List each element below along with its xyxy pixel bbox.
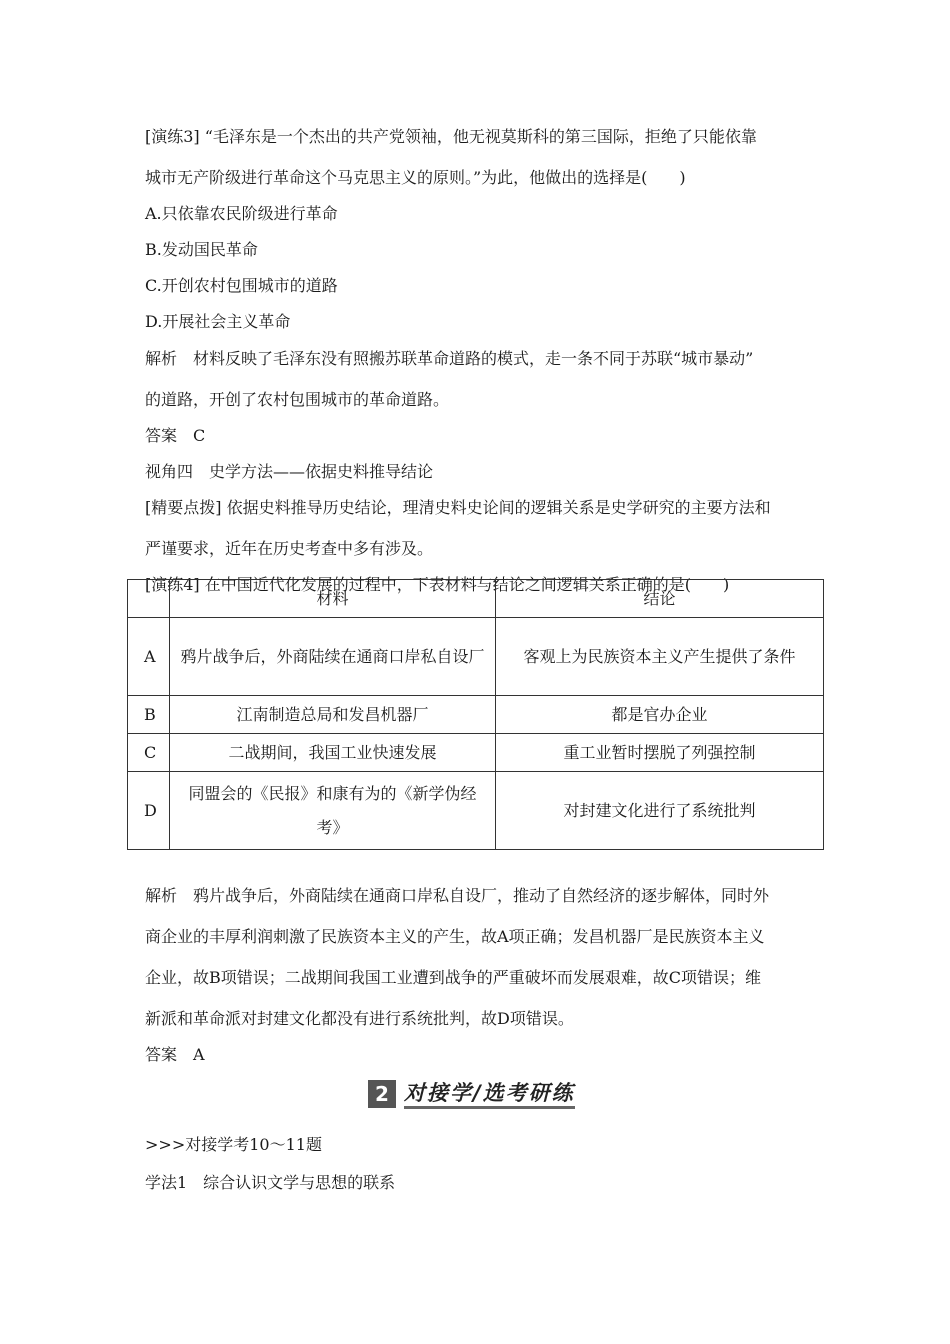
practice4-analysis-line1: 解析 鸦片战争后，外商陆续在通商口岸私自设厂，推动了自然经济的逐步解体，同时外 bbox=[145, 886, 770, 905]
row-material: 鸦片战争后，外商陆续在通商口岸私自设厂 bbox=[170, 618, 496, 696]
row-material: 同盟会的《民报》和康有为的《新学伪经考》 bbox=[170, 772, 496, 850]
table-row bbox=[128, 772, 824, 850]
row-key: D bbox=[128, 772, 170, 850]
table-row bbox=[128, 618, 824, 696]
practice3-option-c: C.开创农村包围城市的道路 bbox=[145, 276, 338, 295]
table-row bbox=[128, 734, 824, 772]
perspective4-tip-line1: [精要点拨] 依据史料推导历史结论，理清史料史论间的逻辑关系是史学研究的主要方法和 bbox=[145, 498, 771, 517]
perspective4-heading: 视角四 史学方法——依据史料推导结论 bbox=[145, 462, 434, 481]
practice3-question-line2: 城市无产阶级进行革命这个马克思主义的原则。”为此，他做出的选择是( ) bbox=[145, 168, 686, 187]
row-conclusion: 重工业暂时摆脱了列强控制 bbox=[496, 734, 824, 772]
row-material: 二战期间，我国工业快速发展 bbox=[170, 734, 496, 772]
section-number: 2 bbox=[368, 1080, 396, 1108]
row-conclusion: 都是官办企业 bbox=[496, 696, 824, 734]
row-conclusion: 客观上为民族资本主义产生提供了条件 bbox=[496, 618, 824, 696]
practice4-question: [演练4] 在中国近代化发展的过程中，下表材料与结论之间逻辑关系正确的是( ) bbox=[145, 575, 730, 594]
practice3-option-b: B.发动国民革命 bbox=[145, 240, 258, 259]
practice4-analysis-line3: 企业，故B项错误；二战期间我国工业遭到战争的严重破坏而发展艰难，故C项错误；维 bbox=[145, 968, 762, 987]
row-key: A bbox=[128, 618, 170, 696]
practice4-table bbox=[127, 579, 824, 850]
footer-line2: 学法1 综合认识文学与思想的联系 bbox=[145, 1173, 396, 1192]
table-row bbox=[128, 696, 824, 734]
table-header-material: 材料 bbox=[170, 580, 496, 618]
practice3-analysis-line2: 的道路，开创了农村包围城市的革命道路。 bbox=[145, 390, 450, 409]
row-key: B bbox=[128, 696, 170, 734]
practice3-question-line1: [演练3] “毛泽东是一个杰出的共产党领袖，他无视莫斯科的第三国际，拒绝了只能依靠 bbox=[145, 127, 757, 146]
practice3-analysis-line1: 解析 材料反映了毛泽东没有照搬苏联革命道路的模式，走一条不同于苏联“城市暴动” bbox=[145, 349, 754, 368]
table-header-key bbox=[128, 580, 170, 618]
row-key: C bbox=[128, 734, 170, 772]
practice4-analysis-line4: 新派和革命派对封建文化都没有进行系统批判，故D项错误。 bbox=[145, 1009, 574, 1028]
perspective4-tip-line2: 严谨要求，近年在历史考查中多有涉及。 bbox=[145, 539, 434, 558]
table-header-row bbox=[128, 580, 824, 618]
practice3-option-d: D.开展社会主义革命 bbox=[145, 312, 291, 331]
practice4-analysis-line2: 商企业的丰厚利润刺激了民族资本主义的产生，故A项正确；发昌机器厂是民族资本主义 bbox=[145, 927, 765, 946]
row-conclusion: 对封建文化进行了系统批判 bbox=[496, 772, 824, 850]
row-material: 江南制造总局和发昌机器厂 bbox=[170, 696, 496, 734]
practice3-option-a: A.只依靠农民阶级进行革命 bbox=[145, 204, 338, 223]
table-header-conclusion: 结论 bbox=[496, 580, 824, 618]
section-banner bbox=[368, 1080, 582, 1108]
section-title: 对接学/选考研练 bbox=[404, 1080, 575, 1109]
practice3-answer: 答案 C bbox=[145, 426, 206, 445]
footer-line1: >>>对接学考10～11题 bbox=[145, 1135, 322, 1154]
practice4-answer: 答案 A bbox=[145, 1045, 205, 1064]
